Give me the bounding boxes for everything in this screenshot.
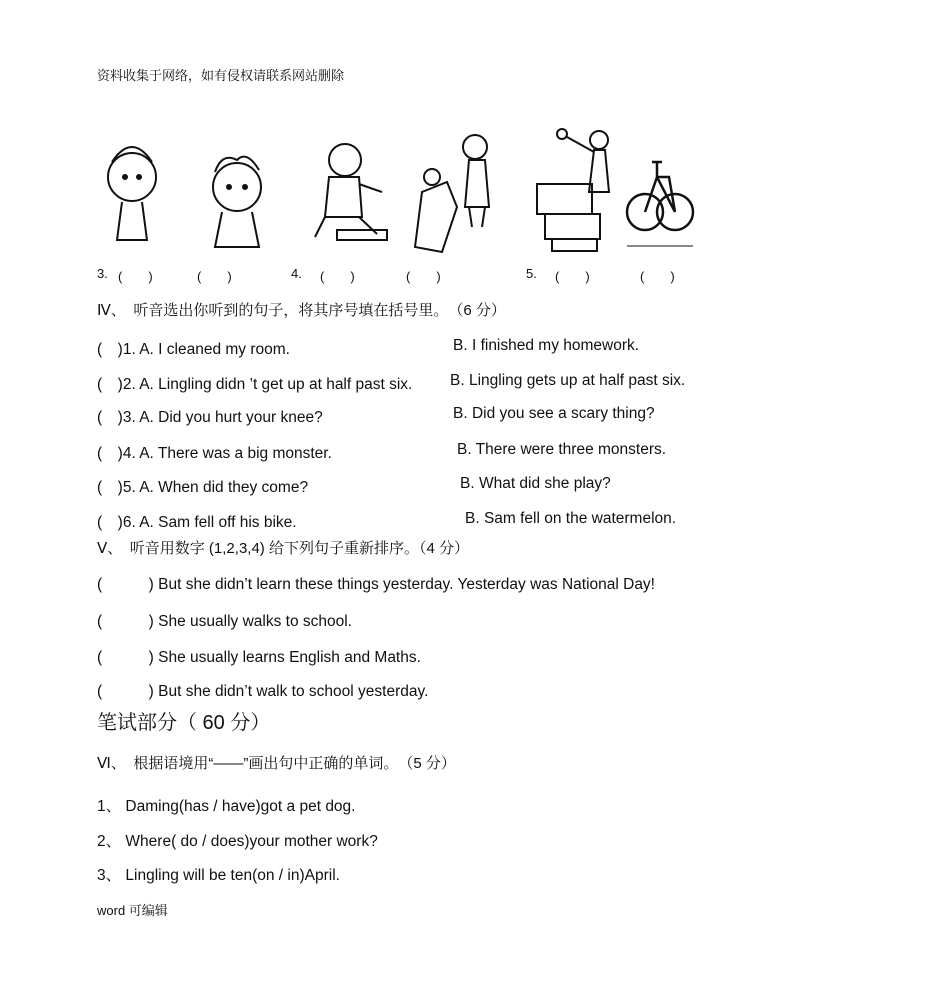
girl-face-image [108, 147, 156, 240]
option-b: B. Lingling gets up at half past six. [450, 372, 686, 389]
option-b: B. Did you see a scary thing? [453, 405, 655, 422]
question-item: 1、 Daming(has / have)got a pet dog. [97, 798, 356, 815]
ordering-item: ( ) But she didn’t walk to school yesterday. [97, 683, 429, 700]
picture-strip [97, 122, 707, 257]
picture-number-5: 5. [526, 266, 537, 281]
section-5-title: Ⅴ、 听音用数字 (1,2,3,4) 给下列句子重新排序。（4 分） [97, 540, 469, 557]
boy-face-image [213, 157, 261, 247]
old-man-image [315, 144, 387, 240]
picture-number-4: 4. [291, 266, 302, 281]
question-item: 3、 Lingling will be ten(on / in)April. [97, 867, 340, 884]
section-6-title: Ⅵ、 根据语境用“——”画出句中正确的单词。 （5 分） [97, 755, 456, 772]
answer-blank[interactable]: ( ) [406, 269, 441, 284]
answer-blank[interactable]: ( ) [197, 269, 232, 284]
question-item: ( )3. A. Did you hurt your knee? [97, 409, 323, 426]
question-item: ( )2. A. Lingling didn ’t get up at half past six. [97, 376, 413, 393]
answer-blank[interactable]: ( ) [118, 269, 153, 284]
answer-blank[interactable]: ( ) [640, 269, 675, 284]
option-b: B. There were three monsters. [457, 441, 667, 458]
page-footer: word 可编辑 [97, 903, 168, 918]
answer-blank[interactable]: ( ) [555, 269, 590, 284]
question-item: ( )6. A. Sam fell off his bike. [97, 514, 297, 531]
monster-and-boy-image [415, 135, 489, 252]
written-part-heading: 笔试部分（ 60 分） [97, 712, 271, 734]
girl-with-boxes-image [537, 129, 609, 251]
question-item: ( )5. A. When did they come? [97, 479, 309, 496]
question-item: ( )1. A. I cleaned my room. [97, 341, 290, 358]
ordering-item: ( ) She usually walks to school. [97, 613, 352, 630]
option-b: B. I finished my homework. [453, 337, 640, 354]
picture-number-3: 3. [97, 266, 108, 281]
ordering-item: ( ) She usually learns English and Maths. [97, 649, 421, 666]
ordering-item: ( ) But she didn’t learn these things yesterday. Yesterday was National Day! [97, 576, 655, 593]
section-4-title: Ⅳ、 听音选出你听到的句子，将其序号填在括号里。 （6 分） [97, 302, 506, 319]
bicycle-image [627, 162, 693, 246]
option-b: B. Sam fell on the watermelon. [465, 510, 677, 527]
page-header: 资料收集于网络，如有侵权请联系网站删除 [97, 68, 345, 83]
question-item: ( )4. A. There was a big monster. [97, 445, 332, 462]
option-b: B. What did she play? [460, 475, 611, 492]
answer-blank[interactable]: ( ) [320, 269, 355, 284]
question-item: 2、 Where( do / does)your mother work? [97, 833, 378, 850]
